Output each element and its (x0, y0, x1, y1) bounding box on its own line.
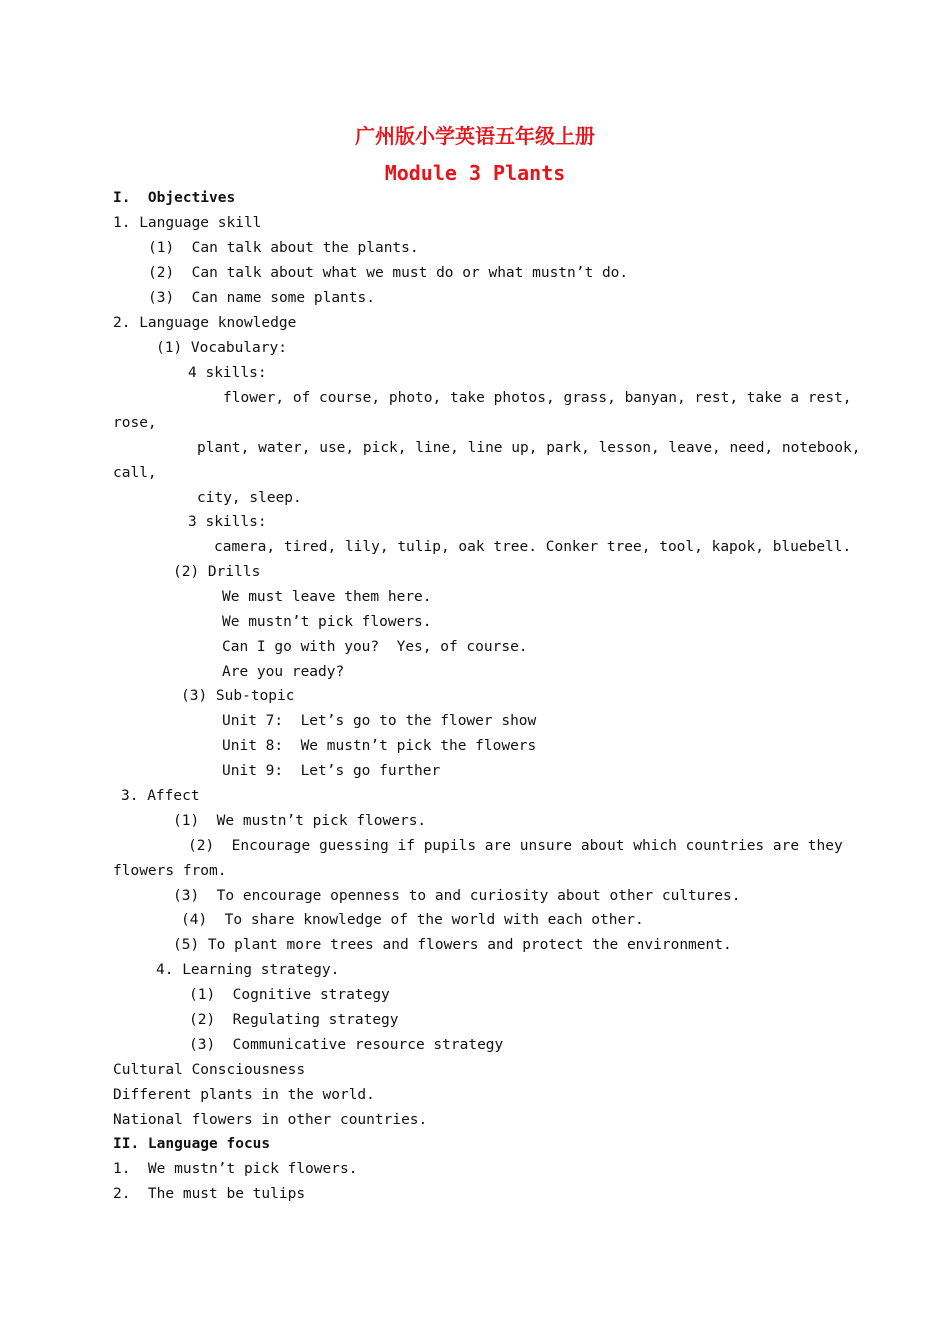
vocab-list-line: camera, tired, lily, tulip, oak tree. Conker tree, tool, kapok, bluebell. (214, 539, 852, 555)
list-item-drills: (2) Drills (173, 564, 261, 580)
list-item: (5) To plant more trees and flowers and protect the environment. (173, 937, 732, 953)
unit-line: Unit 9: Let’s go further (222, 763, 441, 779)
vocab-level-label: 3 skills: (188, 514, 267, 530)
list-item: (3) Can name some plants. (148, 290, 375, 306)
vocab-list-line: flower, of course, photo, take photos, grass, banyan, rest, take a rest, (223, 390, 852, 406)
subheading-affect: 3. Affect (121, 788, 200, 804)
list-item: (3) Communicative resource strategy (189, 1037, 504, 1053)
list-item: (3) To encourage openness to and curiosity about other cultures. (173, 888, 741, 904)
cultural-consciousness-heading: Cultural Consciousness (113, 1062, 306, 1078)
section-heading-objectives: I. Objectives (113, 190, 236, 206)
drill-sentence: Are you ready? (222, 664, 345, 680)
drill-sentence: Can I go with you? Yes, of course. (222, 639, 528, 655)
cultural-line: National flowers in other countries. (113, 1112, 428, 1128)
drill-sentence: We must leave them here. (222, 589, 432, 605)
list-item-vocabulary: (1) Vocabulary: (156, 340, 287, 356)
list-item: (1) We mustn’t pick flowers. (173, 813, 427, 829)
vocab-list-line: rose, (113, 415, 157, 431)
list-item-sub-topic: (3) Sub-topic (181, 688, 295, 704)
list-item: (2) Can talk about what we must do or what mustn’t do. (148, 265, 629, 281)
section-heading-language-focus: II. Language focus (113, 1136, 271, 1152)
cultural-line: Different plants in the world. (113, 1087, 375, 1103)
vocab-list-line: city, sleep. (197, 490, 302, 506)
list-item: (1) Cognitive strategy (189, 987, 390, 1003)
page-title-module: Module 3 Plants (384, 161, 566, 185)
subheading-learning-strategy: 4. Learning strategy. (156, 962, 340, 978)
page-title-chinese: 广州版小学英语五年级上册 (355, 124, 595, 148)
subheading-language-skill: 1. Language skill (113, 215, 262, 231)
list-item-continuation: flowers from. (113, 863, 227, 879)
unit-line: Unit 7: Let’s go to the flower show (222, 713, 537, 729)
list-item: (1) Can talk about the plants. (148, 240, 419, 256)
vocab-list-line: plant, water, use, pick, line, line up, park, lesson, leave, need, notebook, (197, 440, 861, 456)
list-item: (2) Encourage guessing if pupils are unsure about which countries are they (188, 838, 843, 854)
vocab-level-label: 4 skills: (188, 365, 267, 381)
list-item: (4) To share knowledge of the world with each other. (181, 912, 644, 928)
focus-item: 1. We mustn’t pick flowers. (113, 1161, 358, 1177)
vocab-list-line: call, (113, 465, 157, 481)
subheading-language-knowledge: 2. Language knowledge (113, 315, 297, 331)
focus-item: 2. The must be tulips (113, 1186, 306, 1202)
drill-sentence: We mustn’t pick flowers. (222, 614, 432, 630)
unit-line: Unit 8: We mustn’t pick the flowers (222, 738, 537, 754)
list-item: (2) Regulating strategy (189, 1012, 399, 1028)
